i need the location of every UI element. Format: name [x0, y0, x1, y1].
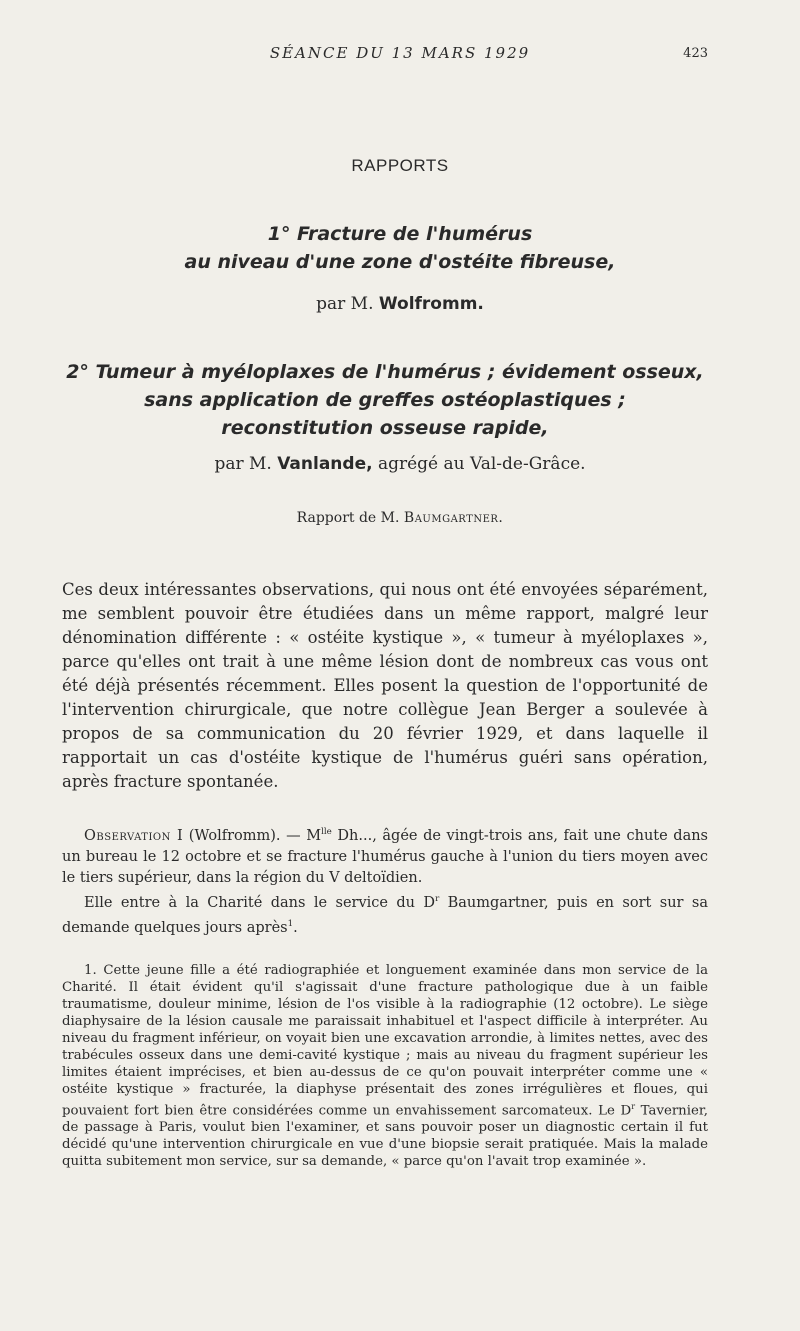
obs2-end: . [293, 919, 298, 936]
page-number: 423 [683, 46, 708, 61]
article1-title-line2: au niveau d'une zone d'ostéite fibreuse, [184, 251, 616, 273]
observation-paragraph-2 [62, 889, 708, 939]
observation-text-a: (Wolfromm). — M [188, 827, 322, 844]
observation-paragraph [62, 822, 708, 889]
observation-text-b: Dh..., âgée de vingt-trois ans, fait une chute dans un bureau le 12 octobre et se fracture l'humérus gauche à l'union du tiers moyen avec le tiers supérieur, dans la région du V deltoïdien. [62, 827, 709, 886]
report-prefix: Rapport de M. [296, 510, 400, 526]
observation-label: Observation I [84, 827, 184, 844]
footnote-number: 1. [84, 963, 97, 978]
footnote-sup: r [631, 1102, 635, 1111]
footnote [62, 962, 708, 1170]
article1-title-line1: 1° Fracture de l'humérus [267, 223, 533, 245]
section-title: RAPPORTS [351, 156, 449, 175]
observation-block [62, 822, 708, 938]
author-name: Vanlande, [277, 454, 373, 474]
footnote-text-a: Cette jeune fille a été radiographiée et longuement examinée dans mon service de la Charité. Il était évident qu'il s'agissait d'une fracture pathologique due à un faible traumatisme, douleur minime, lésion de l'os visible à la radiographie (12 octobre). Le siège diaphysaire de la lésion causale me paraissait inhabituel et l'aspect difficile à interpréter. Au niveau du fragment inférieur, on voyait bien une excavation arrondie, à limites nettes, avec des trabécules osseux dans une demi-cavité kystique ; mais au niveau du fragment supérieur les limites étaient imprécises, et bien au-dessus de ce qu'on pouvait interpréter comme une « ostéite kystique » fracturée, la diaphyse présentait des zones irrégulières et floues, qui pouvaient fort bien être considérées comme un envahissement sarcomateux. Le D [62, 963, 708, 1119]
byline-prefix: par M. [316, 294, 374, 314]
article1-title [0, 220, 800, 276]
article2-title-line2: sans application de greffes ostéoplastiques ; [144, 389, 626, 411]
article2-title-line1: 2° Tumeur à myéloplaxes de l'humérus ; évidement osseux, [66, 361, 704, 383]
intro-paragraph: Ces deux intéressantes observations, qui nous ont été envoyées séparément, me semblent pouvoir être étudiées dans un même rapport, malgré leur dénomination différente : « ostéite kystique », « tumeur à myéloplaxes », parce qu'elles ont trait à une même lésion dont de nombreux cas vous ont été déjà présentés récemment. Elles posent la question de l'opportunité de l'intervention chirurgicale, que notre collègue Jean Berger a soulevée à propos de sa communication du 20 février 1929, et dans laquelle il rapportait un cas d'ostéite kystique de l'humérus guéri sans opération, après fracture spontanée. [62, 580, 708, 791]
report-by [0, 510, 800, 526]
author-affiliation: agrégé au Val-de-Grâce. [377, 454, 586, 474]
obs2-text-b: Baumgartner, puis en sort sur sa demande quelques jours après [62, 894, 708, 936]
running-head: SÉANCE DU 13 MARS 1929 [269, 44, 531, 62]
obs2-text-a: Elle entre à la Charité dans le service du D [84, 894, 436, 911]
author-name: Wolfromm. [378, 294, 484, 314]
footnote-text-b: Tavernier, de passage à Paris, voulut bien l'examiner, et sans pouvoir poser un diagnostic certain il fut décidé qu'une intervention chirurgicale en vue d'une biopsie serait pratiquée. Mais la malade quitta subitement mon service, sur sa demande, « parce qu'on l'avait trop examinée ». [62, 1103, 708, 1170]
article2-title [45, 358, 725, 442]
footnote-ref: 1 [287, 918, 294, 929]
reporter-name: Baumgartner. [403, 510, 504, 526]
byline-prefix: par M. [214, 454, 272, 474]
article1-byline [0, 294, 800, 314]
article2-title-line3: reconstitution osseuse rapide, [221, 417, 549, 439]
observation-sup: lle [321, 827, 332, 837]
obs2-sup: r [435, 893, 440, 904]
article2-byline [0, 454, 800, 474]
